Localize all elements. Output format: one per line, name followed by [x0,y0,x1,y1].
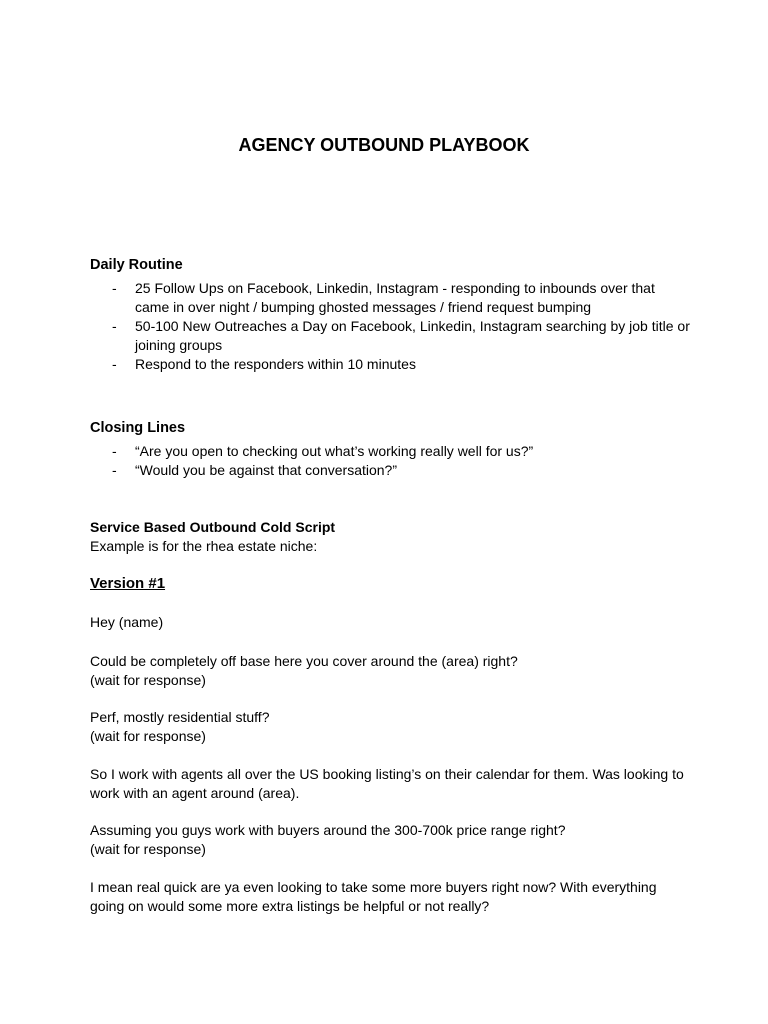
script-line: Hey (name) [90,614,164,630]
script-line: Perf, mostly residential stuff? [90,709,270,725]
script-line: (wait for response) [90,841,206,857]
closing-lines-list [90,442,690,480]
list-item: - Respond to the responders within 10 minutes [112,356,416,372]
bullet-dash: - [112,356,117,372]
daily-routine-list [90,279,690,374]
script-subheading: Example is for the rhea estate niche: [90,538,318,554]
script-heading: Service Based Outbound Cold Script [90,519,336,535]
script-line: I mean real quick are ya even looking to take some more buyers right now? With everything going on would some more extra listings be helpful or not really? [90,879,657,914]
list-item: - “Would you be against that conversation?” [112,462,398,478]
script-line: So I work with agents all over the US booking listing’s on their calendar for them. Was looking to work with an agent around (area). [90,766,684,801]
script-line: (wait for response) [90,672,206,688]
page-title: AGENCY OUTBOUND PLAYBOOK [238,135,530,155]
closing-lines-heading: Closing Lines [90,420,186,436]
script-line: Could be completely off base here you cover around the (area) right? [90,653,518,669]
script-line: Assuming you guys work with buyers around the 300-700k price range right? [90,822,566,838]
bullet-dash: - [112,462,117,478]
list-item: - 25 Follow Ups on Facebook, Linkedin, Instagram - responding to inbounds over that came in over night / bumping ghosted messages / friend request bumping [112,280,655,315]
daily-routine-heading: Daily Routine [90,257,183,273]
list-item: - “Are you open to checking out what’s working really well for us?” [112,443,534,459]
bullet-dash: - [112,318,117,334]
script-line: (wait for response) [90,728,206,744]
bullet-dash: - [112,280,117,296]
version-heading: Version #1 [90,575,166,592]
list-item: - 50-100 New Outreaches a Day on Facebook, Linkedin, Instagram searching by job title or joining groups [112,318,690,353]
bullet-dash: - [112,443,117,459]
